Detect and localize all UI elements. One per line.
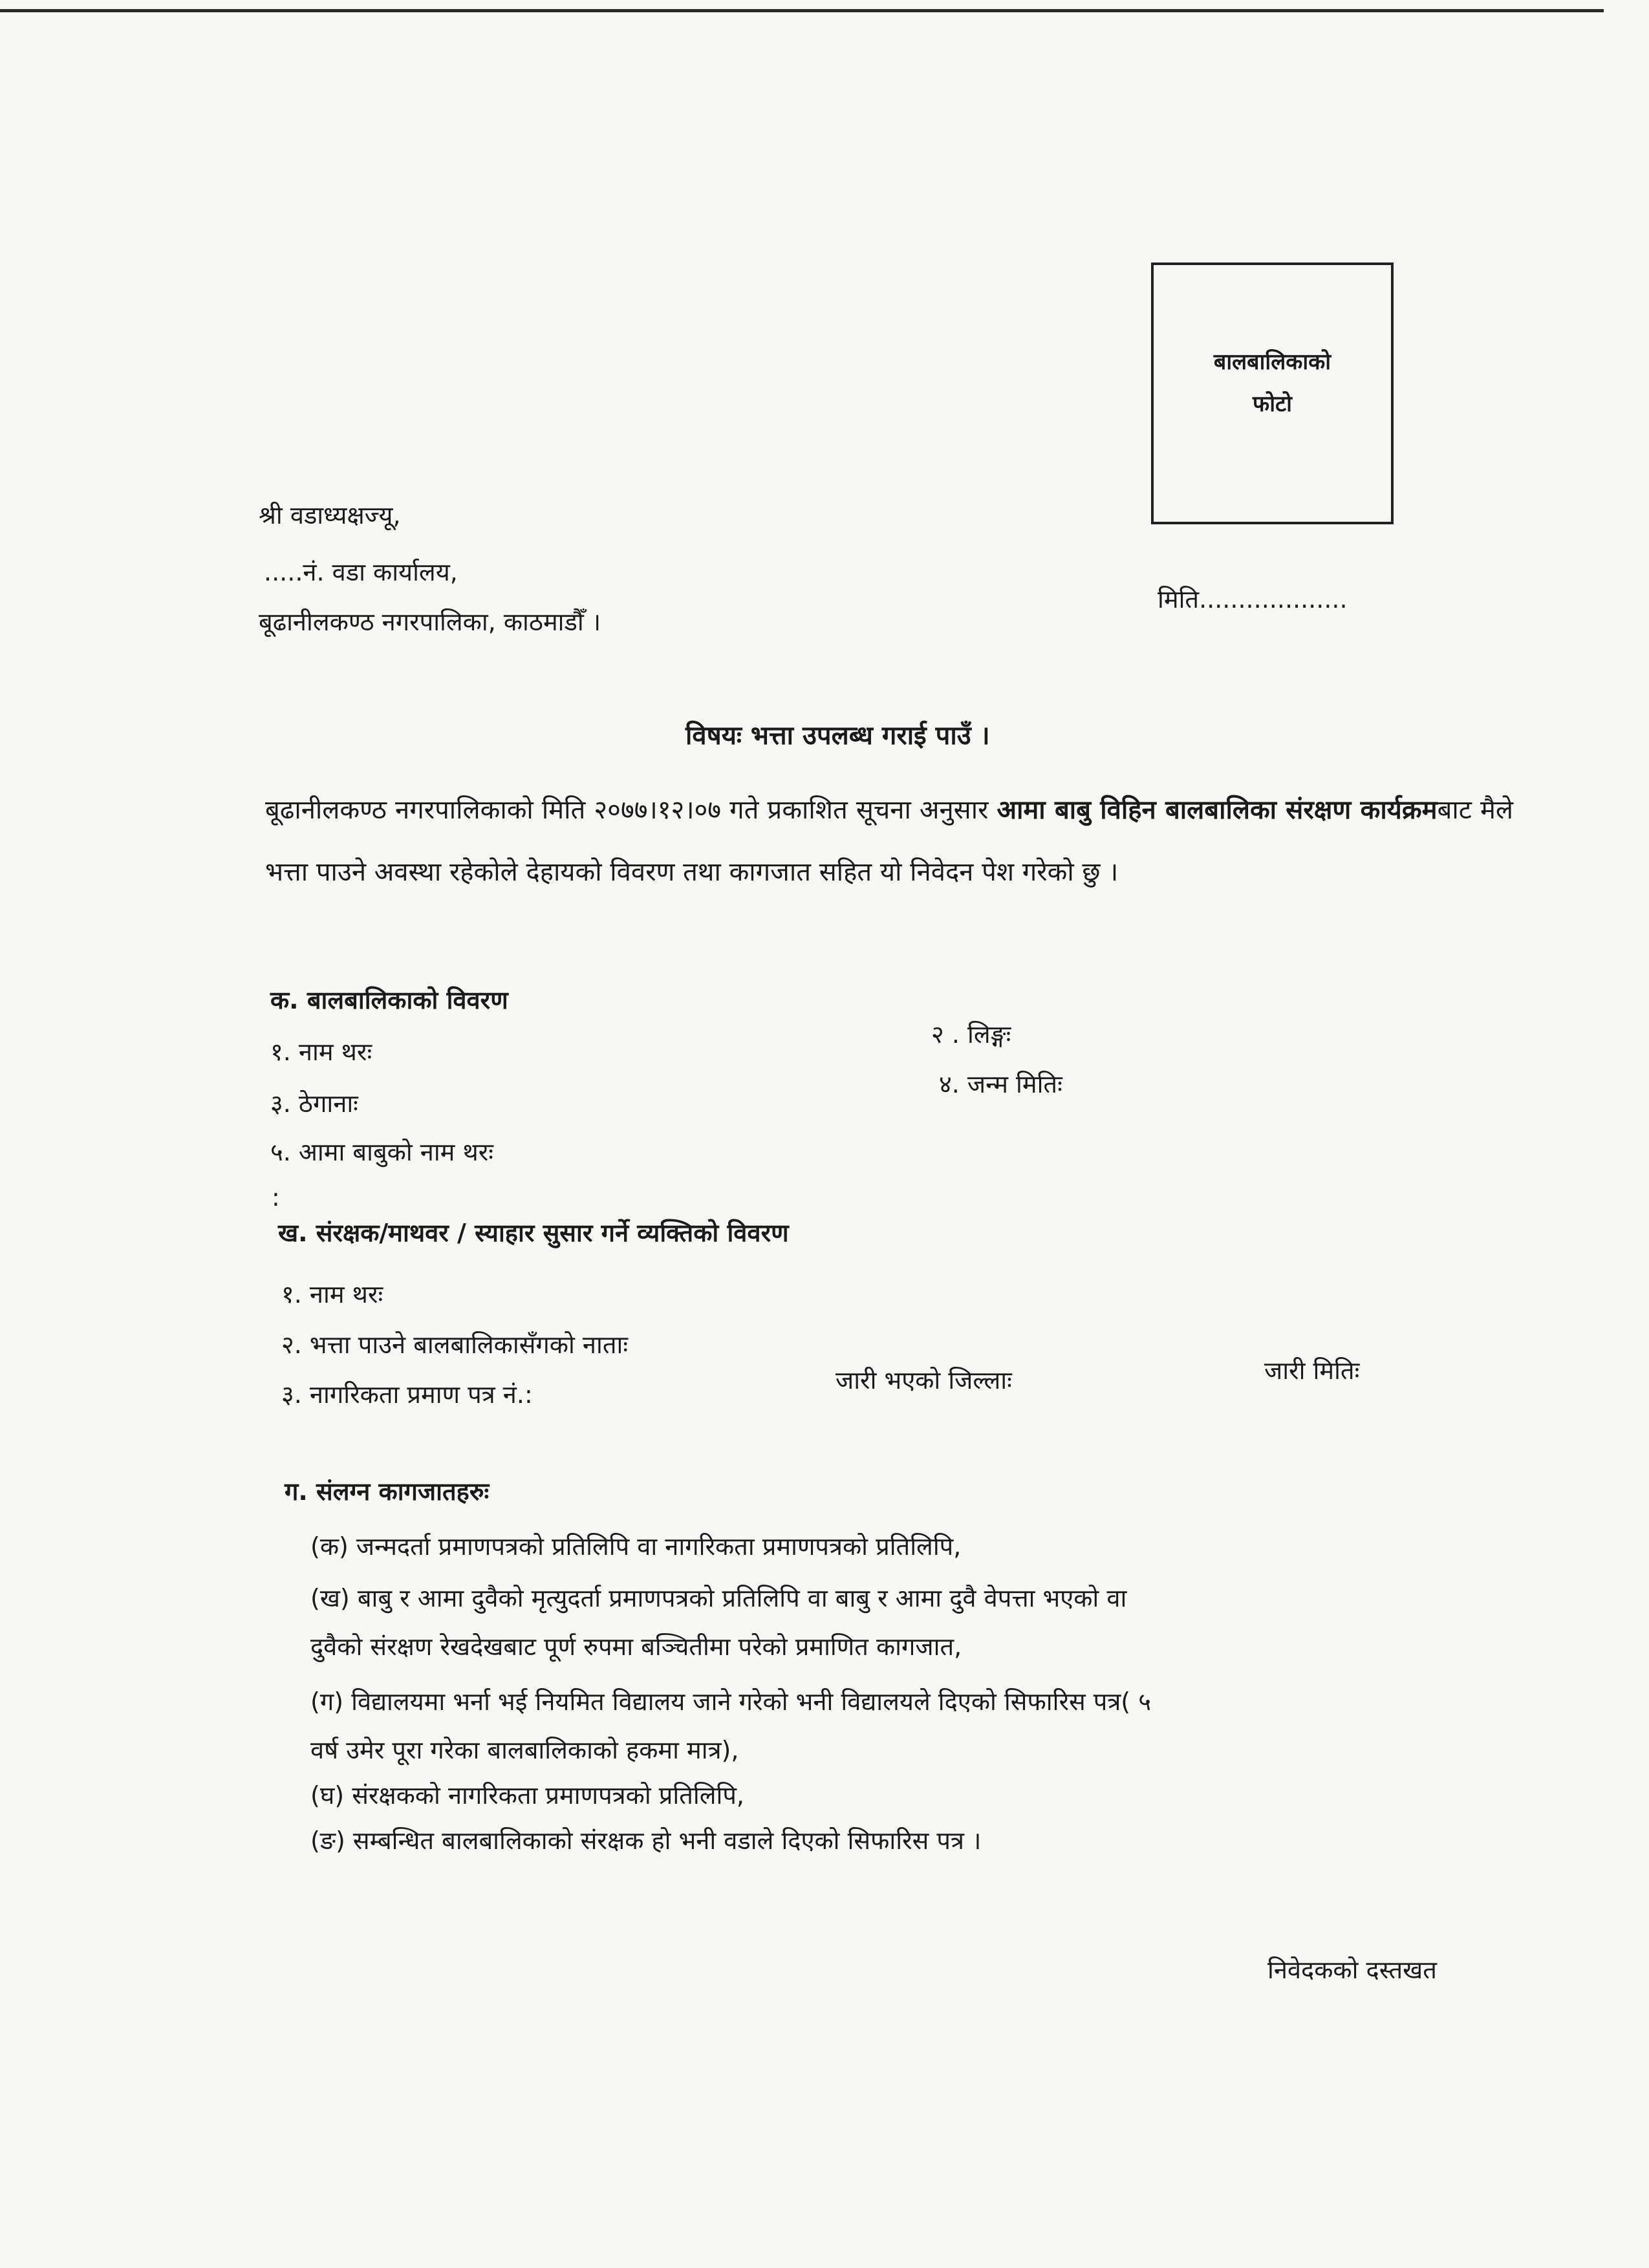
issued-district-field: जारी भएको जिल्लाः — [835, 1366, 1012, 1395]
photo-box-label-2: फोटो — [1253, 391, 1292, 417]
address-line-2: .....नं. वडा कार्यालय, — [264, 558, 458, 586]
address-line-3: बूढानीलकण्ठ नगरपालिका, काठमाडौँ । — [259, 608, 601, 636]
section-ka-heading: क. बालबालिकाको विवरण — [270, 986, 508, 1014]
scan-top-border — [0, 9, 1604, 12]
body-paragraph — [265, 779, 1513, 903]
body-program-name: आमा बाबु विहिन बालबालिका संरक्षण कार्यक्रम — [997, 795, 1438, 825]
parents-name-colon: : — [272, 1183, 280, 1212]
photo-box-label-1: बालबालिकाको — [1213, 349, 1331, 375]
guardian-relation-field: २. भत्ता पाउने बालबालिकासँगको नाताः — [281, 1331, 629, 1359]
parents-name-field: ५. आमा बाबुको नाम थरः — [270, 1138, 493, 1166]
subject-heading: विषयः भत्ता उपलब्ध गराई पाउँ । — [685, 721, 990, 751]
guardian-name-field: १. नाम थरः — [281, 1280, 383, 1309]
attachment-item: (ग) विद्यालयमा भर्ना भई नियमित विद्यालय जाने गरेको भनी विद्यालयले दिएको सिफारिस पत्र( ५ — [310, 1687, 1151, 1716]
attachment-item-continued: दुवैको संरक्षण रेखदेखबाट पूर्ण रुपमा बञ्चितीमा परेको प्रमाणित कागजात, — [310, 1632, 962, 1661]
date-field: मिति................... — [1158, 585, 1348, 614]
issued-date-field: जारी मितिः — [1264, 1356, 1360, 1385]
section-kha-heading: ख. संरक्षक/माथवर / स्याहार सुसार गर्ने व्यक्तिको विवरण — [278, 1219, 789, 1247]
attachment-item: (घ) संरक्षकको नागरिकता प्रमाणपत्रको प्रतिलिपि, — [310, 1781, 744, 1810]
body-text-2: बाट मैले भत्ता पाउने अवस्था रहेकोले देहायको विवरण तथा कागजात सहित यो निवेदन पेश गरेको छु । — [265, 795, 1513, 887]
applicant-signature-label: निवेदकको दस्तखत — [1267, 1956, 1437, 1984]
attachment-item-continued: वर्ष उमेर पूरा गरेका बालबालिकाको हकमा मात्र), — [310, 1736, 739, 1764]
child-name-field: १. नाम थरः — [270, 1038, 372, 1066]
attachment-item: (क) जन्मदर्ता प्रमाणपत्रको प्रतिलिपि वा नागरिकता प्रमाणपत्रको प्रतिलिपि, — [310, 1532, 962, 1561]
attachment-item: (ङ) सम्बन्धित बालबालिकाको संरक्षक हो भनी वडाले दिएको सिफारिस पत्र । — [310, 1826, 982, 1855]
address-line-1: श्री वडाध्यक्षज्यू, — [259, 501, 401, 530]
child-address-field: ३. ठेगानाः — [270, 1089, 358, 1118]
section-ga-heading: ग. संलग्न कागजातहरुः — [285, 1477, 490, 1506]
photo-box — [1151, 262, 1394, 524]
citizenship-number-field: ३. नागरिकता प्रमाण पत्र नं.: — [281, 1380, 533, 1409]
attachment-item: (ख) बाबु र आमा दुवैको मृत्युदर्ता प्रमाणपत्रको प्रतिलिपि वा बाबु र आमा दुवै वेपत्ता भएको वा — [310, 1584, 1127, 1612]
body-text-1: बूढानीलकण्ठ नगरपालिकाको मिति २०७७।१२।०७ गते प्रकाशित सूचना अनुसार — [265, 795, 997, 825]
child-dob-field: ४. जन्म मितिः — [939, 1070, 1062, 1098]
child-gender-field: २ . लिङ्गः — [931, 1020, 1011, 1049]
